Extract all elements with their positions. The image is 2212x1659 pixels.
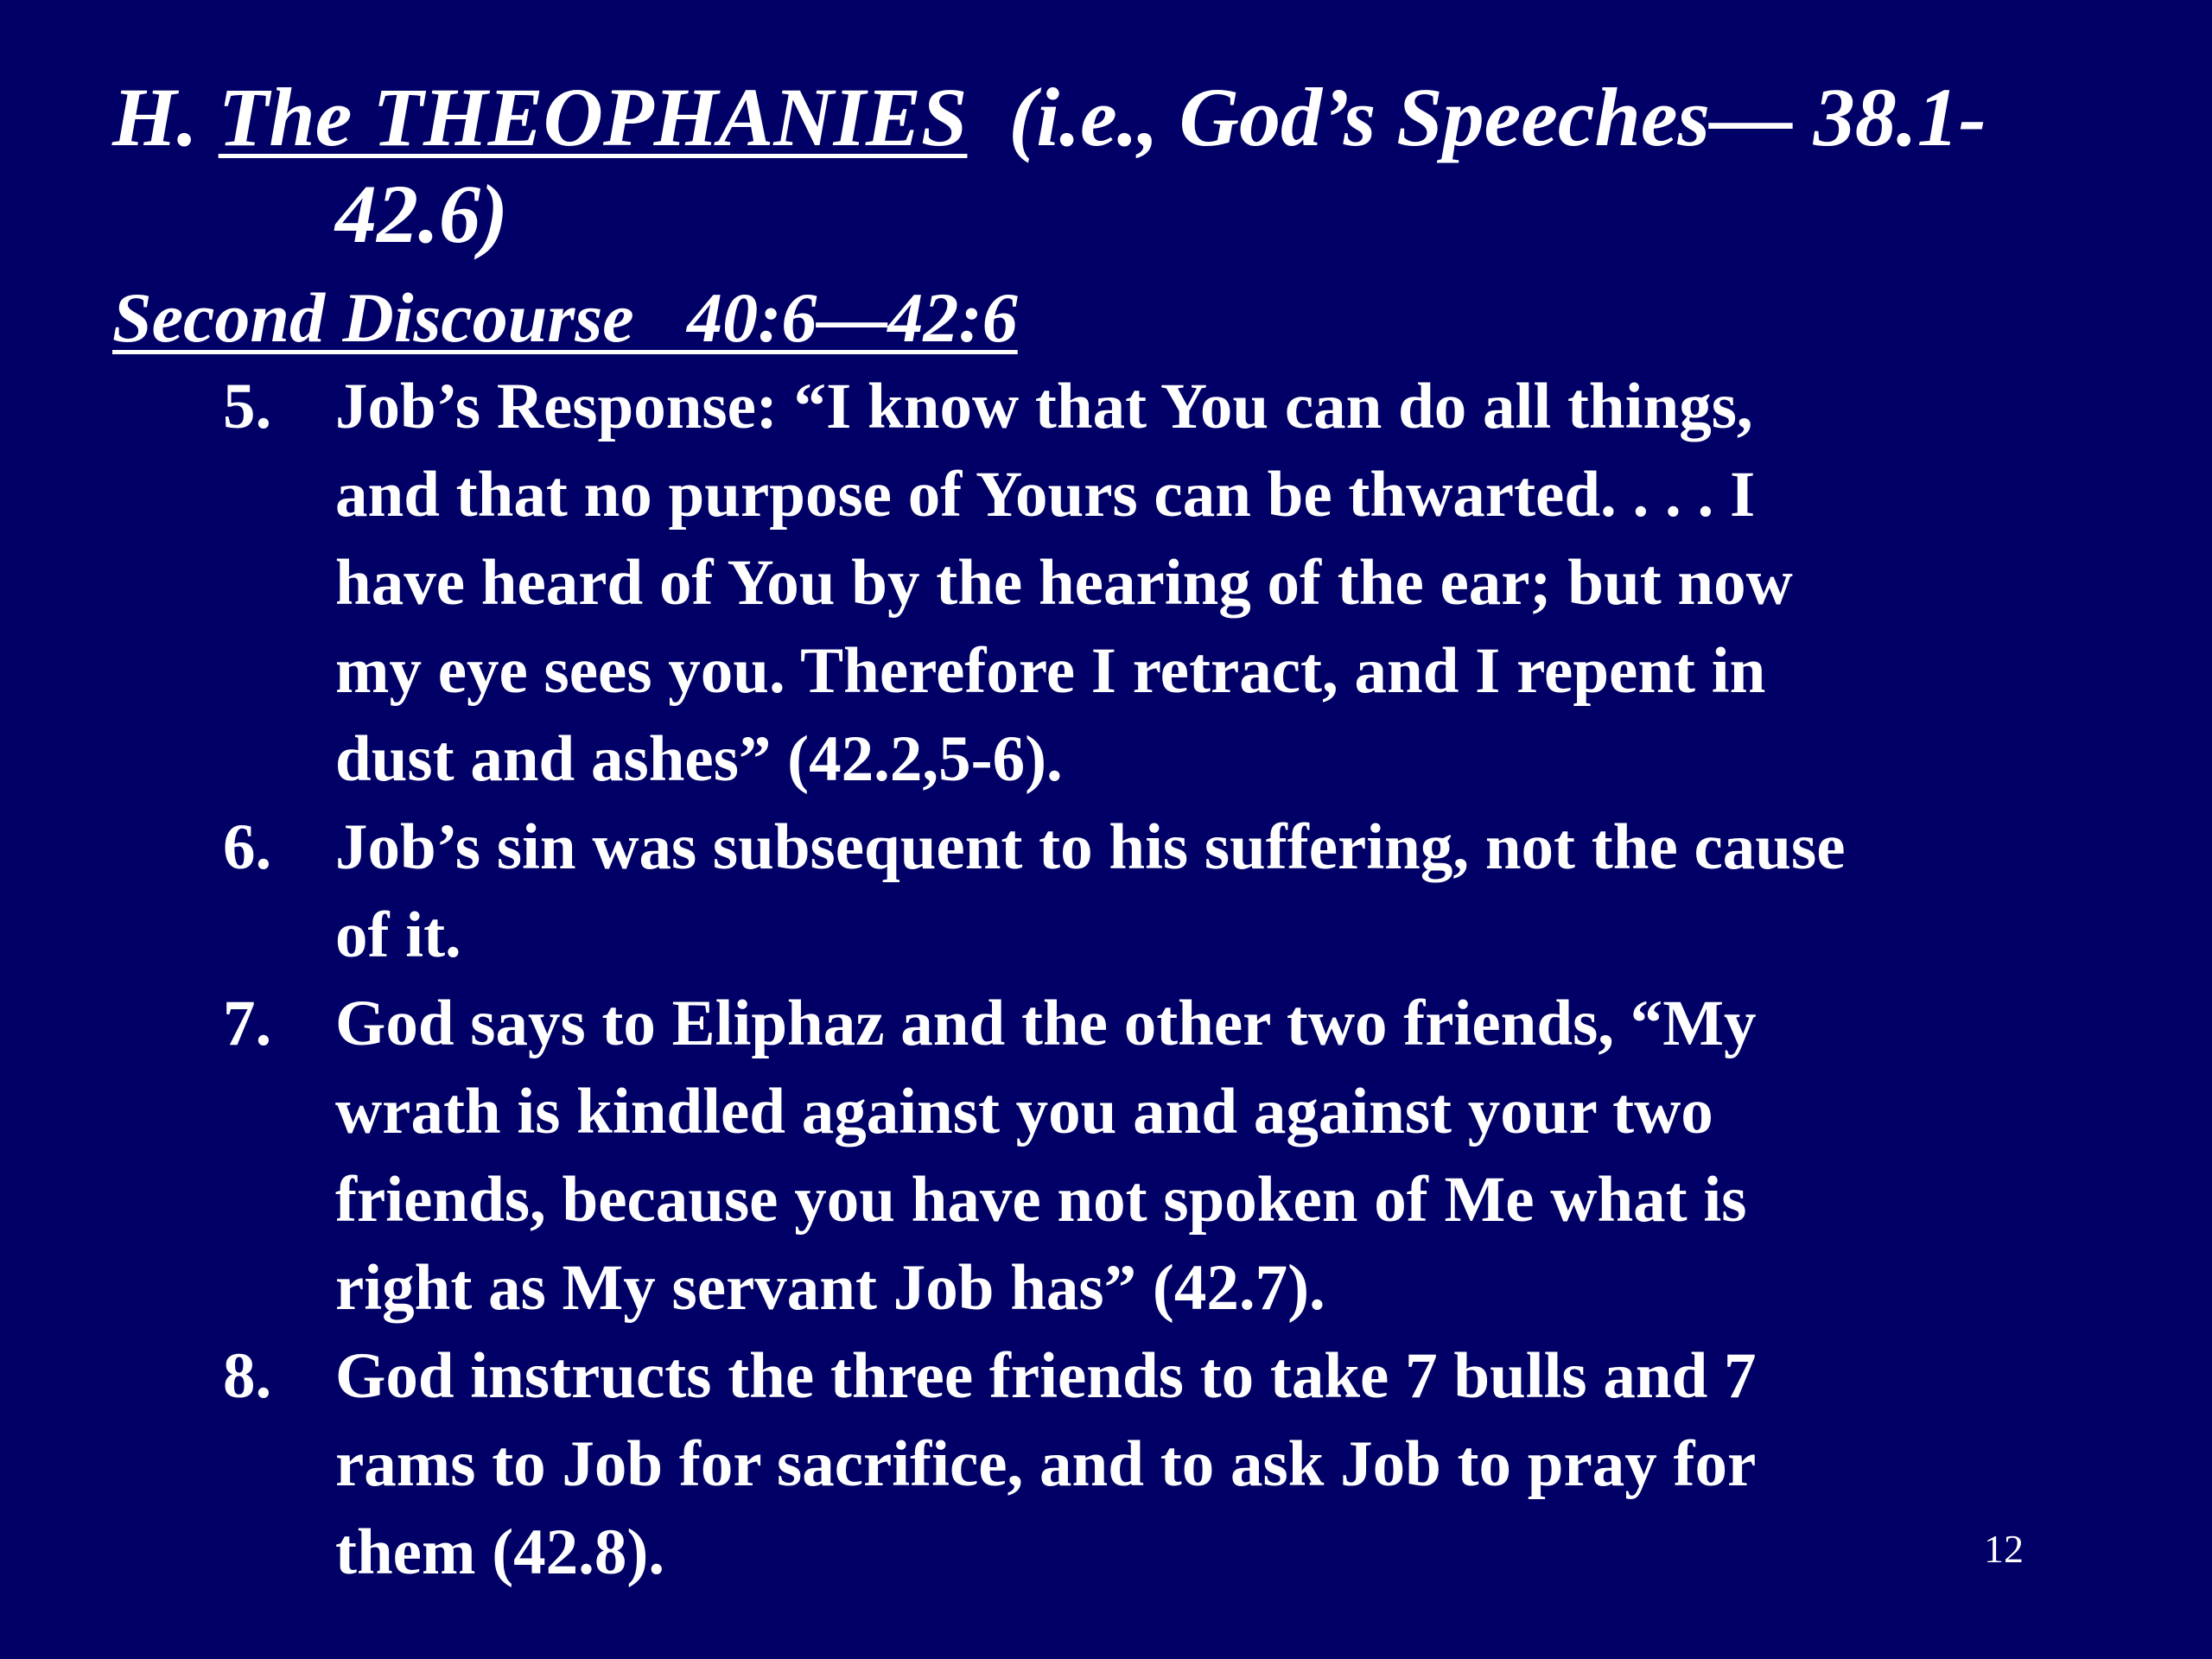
list-item-line: wrath is kindled against you and against your two <box>335 1076 1713 1147</box>
slide-title <box>112 69 2117 263</box>
list-item-number: 5. <box>223 371 272 442</box>
list-item <box>223 804 2081 980</box>
list-item-line: my eye sees you. Therefore I retract, and I repent in <box>335 635 1766 707</box>
list-item-line: and that no purpose of Yours can be thwarted. . . . I <box>335 459 1756 531</box>
title-underlined: The THEOPHANIES <box>218 71 968 163</box>
list-item-line: God instructs the three friends to take 7 bulls and 7 <box>335 1340 1757 1412</box>
list-item-number: 7. <box>223 988 272 1059</box>
page-number: 12 <box>1984 1527 2024 1571</box>
list-item-line: Job’s Response: “I know that You can do all things, <box>335 371 1753 442</box>
list-item-line: rams to Job for sacrifice, and to ask Job to pray for <box>335 1428 1757 1500</box>
list-item-line: Job’s sin was subsequent to his suffering, not the cause <box>335 811 1846 883</box>
list-item <box>223 1332 2081 1597</box>
list-item <box>223 980 2081 1332</box>
list-item-line: right as My servant Job has” (42.7). <box>335 1252 1325 1324</box>
list-item-line: have heard of You by the hearing of the ear; but now <box>335 547 1793 619</box>
title-line-1 <box>112 69 2117 166</box>
list-item-line: them (42.8). <box>335 1516 665 1588</box>
list-item <box>223 363 2081 804</box>
slide-subtitle: Second Discourse 40:6—42:6 <box>112 278 1018 357</box>
title-line-2: 42.6) <box>335 168 508 260</box>
list-item-line: God says to Eliphaz and the other two friends, “My <box>335 988 1757 1059</box>
list-item-number: 6. <box>223 811 272 883</box>
list-item-line: friends, because you have not spoken of Me what is <box>335 1164 1747 1236</box>
title-prefix: H. <box>112 71 219 163</box>
title-rest-1: (i.e., God’s Speeches— 38.1- <box>967 71 1986 163</box>
bullet-list <box>223 363 2081 1597</box>
list-item-line: of it. <box>335 899 461 971</box>
list-item-line: dust and ashes” (42.2,5-6). <box>335 723 1063 795</box>
list-item-number: 8. <box>223 1340 272 1412</box>
